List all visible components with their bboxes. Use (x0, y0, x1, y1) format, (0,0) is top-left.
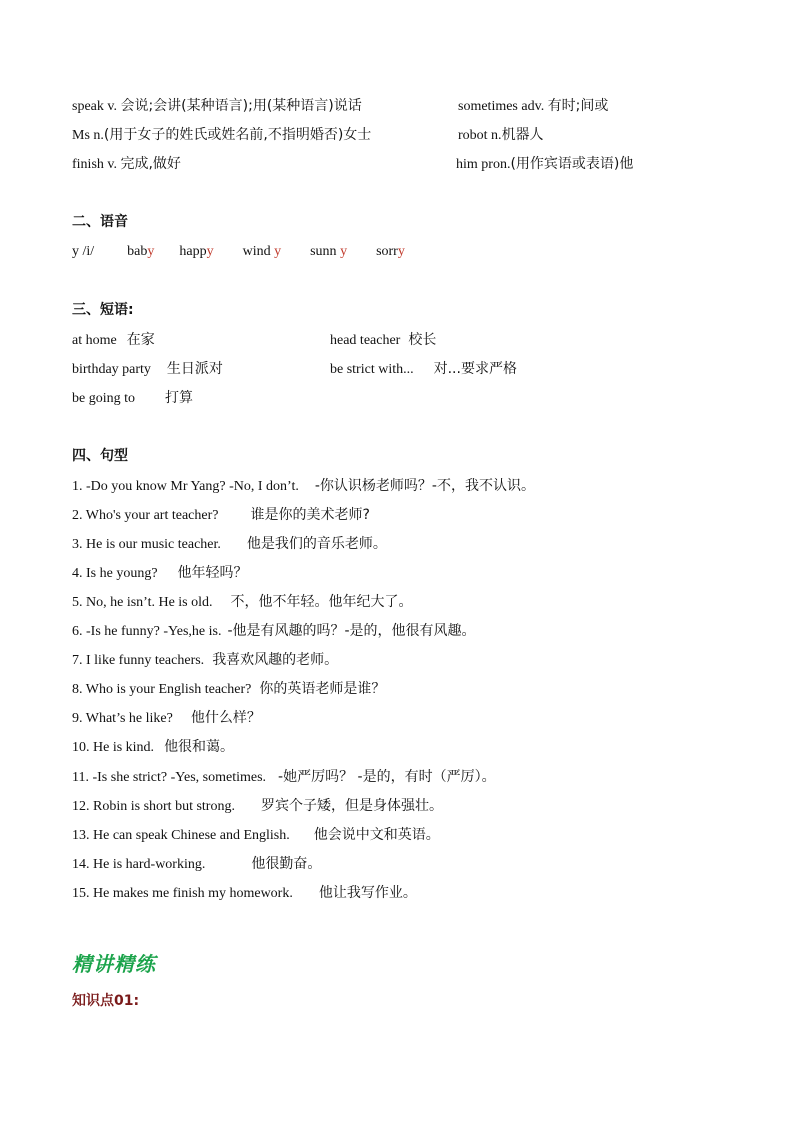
phrase-item: birthday party 生日派对 (72, 361, 223, 377)
sentence-item: 1. -Do you know Mr Yang? -No, I don’t. -你认识杨老师吗？-不，我不认识。 (72, 478, 535, 494)
section-heading-phrases: 三、短语: (72, 302, 134, 318)
vocab-cn: 机器人 (501, 127, 544, 143)
section-heading-sentences: 四、句型 (72, 448, 128, 464)
sentence-item: 15. He makes me finish my homework. 他让我写作业。 (72, 885, 417, 901)
phonics-word: wind y (242, 244, 282, 259)
sentence-item: 7. I like funny teachers. 我喜欢风趣的老师。 (72, 652, 339, 668)
vocab-cn: (用于女子的姓氏或姓名前,不指明婚否)女士 (103, 127, 372, 143)
knowledge-point-label: 知识点01: (72, 993, 140, 1009)
phonics-lead: y /i/ (72, 244, 95, 259)
vocab-left-0 (72, 96, 362, 117)
phrase-item: be strict with... 对...要求严格 (330, 361, 517, 377)
sentence-item: 12. Robin is short but strong. 罗宾个子矮，但是身体强壮。 (72, 798, 443, 814)
vocab-cn: (用作宾语或表语)他 (510, 156, 634, 172)
sentence-item: 5. No, he isn’t. He is old. 不，他不年轻。他年纪大了。 (72, 594, 413, 610)
vocab-en: him pron. (456, 157, 511, 172)
section-heading-phonics: 二、语音 (72, 214, 128, 230)
sentence-item: 13. He can speak Chinese and English. 他会说中文和英语。 (72, 827, 440, 843)
vocab-cn: 会说;会讲(某种语言);用(某种语言)说话 (120, 98, 362, 114)
phonics-word: sorry (376, 244, 405, 259)
sentence-item: 2. Who's your art teacher? 谁是你的美术老师? (72, 507, 370, 523)
sentence-item: 10. He is kind. 他很和蔼。 (72, 739, 235, 755)
phonics-word: happy (179, 244, 214, 259)
vocab-left-1 (72, 125, 371, 146)
vocab-cn: 完成,做好 (120, 156, 181, 172)
sentence-item: 9. What’s he like? 他什么样？ (72, 710, 261, 726)
phonics-word: sunn y (310, 244, 348, 259)
phrase-item: be going to 打算 (72, 390, 193, 406)
sentence-item: 14. He is hard-working. 他很勤奋。 (72, 856, 322, 872)
vocab-en: robot n. (458, 128, 502, 143)
vocab-en: finish v. (72, 157, 117, 172)
sentence-item: 11. -Is she strict? -Yes, sometimes. -她严厉吗？ -是的，有时（严厉）。 (72, 769, 496, 785)
section-banner: 精讲精练 (72, 952, 156, 976)
vocab-en: speak v. (72, 99, 117, 114)
vocab-right-0 (458, 96, 608, 117)
sentence-item: 8. Who is your English teacher? 你的英语老师是谁？ (72, 681, 386, 697)
phonics-row (72, 242, 405, 262)
phrase-item: head teacher 校长 (330, 332, 437, 348)
sentence-item: 6. -Is he funny? -Yes,he is. -他是有风趣的吗？-是的，他很有风趣。 (72, 623, 476, 639)
vocab-right-1 (458, 125, 544, 146)
sentence-item: 3. He is our music teacher. 他是我们的音乐老师。 (72, 536, 387, 552)
vocab-en: sometimes adv. (458, 99, 545, 114)
vocab-cn: 有时;间或 (547, 98, 609, 114)
vocab-right-2 (456, 154, 633, 175)
phrase-item: at home 在家 (72, 332, 155, 348)
vocab-left-2 (72, 154, 181, 175)
phonics-word: baby (127, 244, 155, 259)
vocab-en: Ms n. (72, 128, 104, 143)
sentence-item: 4. Is he young? 他年轻吗？ (72, 565, 248, 581)
